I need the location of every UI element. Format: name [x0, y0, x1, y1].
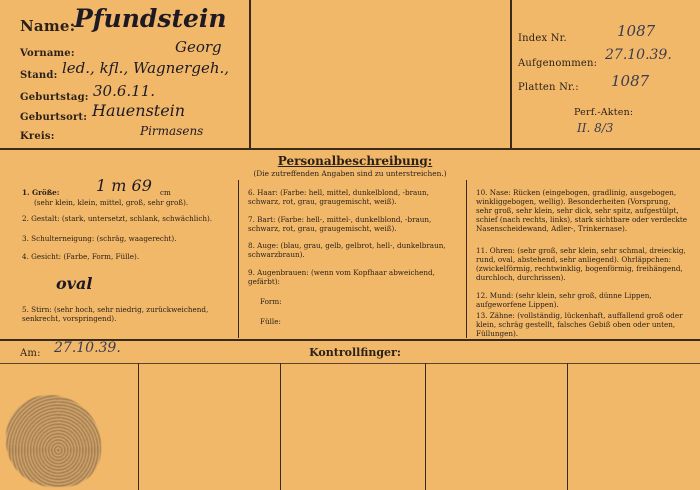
- divider-desc-col2: [466, 180, 467, 338]
- index-label: Index Nr.: [518, 33, 567, 44]
- kreis-value: Pirmasens: [140, 124, 204, 138]
- divider-finger-2: [280, 363, 281, 490]
- am-value: 27.10.39.: [54, 340, 121, 356]
- vorname-value: Georg: [175, 38, 222, 56]
- groesse-unit: cm: [160, 188, 171, 197]
- index-value: 1087: [617, 22, 656, 40]
- groesse-label: 1. Größe:: [22, 188, 60, 197]
- am-label: Am:: [20, 348, 41, 359]
- platten-value: 1087: [611, 72, 650, 90]
- geburtsort-label: Geburtsort:: [20, 112, 88, 123]
- divider-finger-4: [567, 363, 568, 490]
- gestalt-text: 2. Gestalt: (stark, untersetzt, schlank, schwächlich).: [22, 214, 213, 223]
- schulter-text: 3. Schulterneigung: (schräg, waagerecht).: [22, 234, 177, 243]
- desc-title: Personalbeschreibung:: [277, 154, 433, 168]
- geburtstag-label: Geburtstag:: [20, 92, 89, 103]
- geburtstag-value: 30.6.11.: [93, 82, 156, 100]
- divider-finger-top: [0, 363, 700, 364]
- mund-text: 12. Mund: (sehr klein, sehr groß, dünne Lippen, aufgeworfene Lippen).: [476, 291, 652, 309]
- platten-label: Platten Nr.:: [518, 82, 579, 93]
- brauen-text: 9. Augenbrauen: (wenn vom Kopfhaar abweichend, gefärbt):: [248, 268, 435, 286]
- groesse-value: 1 m 69: [96, 176, 152, 195]
- gesicht-text: 4. Gesicht: (Farbe, Form, Fülle).: [22, 252, 140, 261]
- divider-finger-1: [138, 363, 139, 490]
- bart-text: 7. Bart: (Farbe: hell-, mittel-, dunkelblond, -braun, schwarz, rot, grau, graugemischt, weiß).: [248, 215, 432, 233]
- perf-akten-label: Perf.-Akten:: [574, 107, 634, 118]
- divider-finger-3: [425, 363, 426, 490]
- groesse-note: (sehr klein, klein, mittel, groß, sehr groß).: [34, 198, 189, 207]
- desc-subtitle: (Die zutreffenden Angaben sind zu unterstreichen.): [253, 169, 447, 178]
- divider-header-left: [249, 0, 251, 148]
- divider-desc-col1: [238, 180, 239, 338]
- name-value: Pfundstein: [74, 4, 227, 33]
- haar-text: 6. Haar: (Farbe: hell, mittel, dunkelblond, -braun, schwarz, rot, grau, graugemischt, weiß).: [248, 188, 429, 206]
- auge-text: 8. Auge: (blau, grau, gelb, gelbrot, hell-, dunkelbraun, schwarzbraun).: [248, 241, 446, 259]
- zaehne-text: 13. Zähne: (vollständig, lückenhaft, auffallend groß oder klein, schräg gestellt, falsches Gebiß oben oder unten, Füllungen).: [476, 311, 683, 338]
- kontrollfinger-label: Kontrollfinger:: [309, 346, 401, 359]
- vorname-label: Vorname:: [20, 48, 75, 59]
- fuelle-label: Fülle:: [260, 317, 281, 326]
- kreis-label: Kreis:: [20, 131, 55, 142]
- stand-label: Stand:: [20, 70, 58, 81]
- divider-header-right: [510, 0, 512, 148]
- gesicht-value: oval: [56, 274, 93, 293]
- name-label: Name:: [20, 17, 76, 35]
- stand-value: led., kfl., Wagnergeh.,: [62, 59, 230, 77]
- stirn-text: 5. Stirn: (sehr hoch, sehr niedrig, zurückweichend, senkrecht, vorspringend).: [22, 305, 209, 323]
- perf-akten-value: II. 8/3: [577, 121, 614, 135]
- divider-header-bottom: [0, 148, 700, 150]
- fingerprint-impression: [6, 395, 101, 487]
- geburtsort-value: Hauenstein: [92, 101, 186, 120]
- aufgenommen-label: Aufgenommen:: [518, 58, 598, 69]
- nase-text: 10. Nase: Rücken (eingebogen, gradlinig, ausgebogen, winkliggebogen, wellig). Besonderheiten (Vorsprung, sehr groß, sehr klein, sehr dick, sehr spitz, aufgestülpt, schief (nach rechts, links), stark sichtbare oder verdeckte Nasenscheidewand, Adler-, Trinkernase).: [476, 188, 687, 233]
- aufgenommen-value: 27.10.39.: [605, 47, 672, 63]
- ohren-text: 11. Ohren: (sehr groß, sehr klein, sehr schmal, dreieckig, rund, oval, abstehend, sehr anliegend). Ohrläppchen: (zwickelförmig, rechtwinklig, bogenförmig, freihängend, durchloch, durchrissen).: [476, 246, 686, 282]
- form-label: Form:: [260, 297, 282, 306]
